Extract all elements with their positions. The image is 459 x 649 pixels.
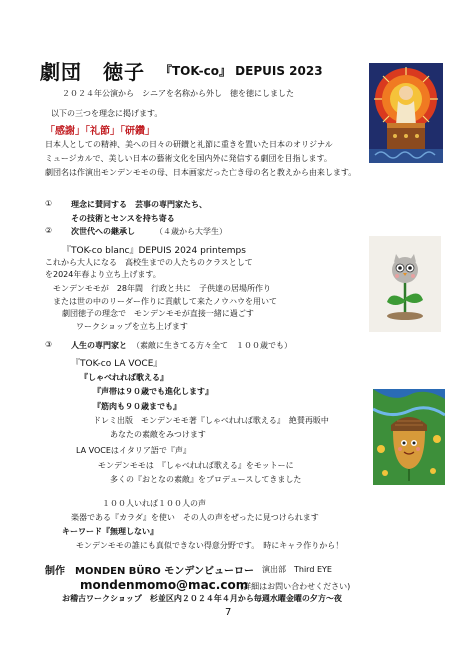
item3-line: 『しゃべれれば歌える』 xyxy=(80,373,168,382)
item2-title: 次世代への継承し xyxy=(71,227,135,236)
item2-line: これから大人になる 高校生までの人たちのクラスとして xyxy=(45,258,253,267)
item3-title: 人生の専門家と xyxy=(71,341,127,350)
item3-line: LA VOCEはイタリア語で『声』 xyxy=(76,446,191,455)
item2-line: または世の中のリーダー作りに貢献して来たノウハウを用いて xyxy=(53,297,277,306)
item3-line: 『筋肉も９０歳までも』 xyxy=(93,402,181,411)
item1-number: ① xyxy=(45,199,53,208)
item2-line: モンデンモモが 28年間 行政と共に 子供達の居場所作り xyxy=(53,284,272,293)
item2-line: ワークショップを立ち上げます xyxy=(76,322,188,331)
item2-line: を2024年春より立ち上げます。 xyxy=(45,270,161,279)
item3-line: 『声帯は９０歳でも進化します』 xyxy=(93,387,213,396)
item1-line-1: 理念に賛同する 芸事の専門家たち、 xyxy=(71,200,207,209)
item2-note: （４歳から大学生） xyxy=(155,227,227,236)
painting-sun-figure xyxy=(369,63,443,163)
contact-note: (詳細はお問い合わせください) xyxy=(240,582,351,591)
contact-email[interactable]: mondenmomo@mac.com xyxy=(80,578,249,592)
principles-line-3: 劇団名は作演出モンデンモモの母、日本画家だった亡き母の名と教えから由来します。 xyxy=(45,168,357,177)
painting-owl-flower xyxy=(369,236,441,332)
item3-line: ドレミ出版 モンデンモモ著『しゃべれれば歌える』 絶賛再販中 xyxy=(93,416,329,425)
closing-line-3: キーワード『無理しない』 xyxy=(62,527,158,536)
page-subtitle: 『TOK-co』 DEPUIS 2023 xyxy=(160,64,323,78)
closing-line-4: モンデンモモの誰にも真似できない得意分野です。 時にキャラ作りから！ xyxy=(76,541,344,550)
closing-line-2: 楽器である『カラダ』を使い その人の声をぜったに見つけられます xyxy=(71,513,319,522)
director-credit: 演出部 Third EYE xyxy=(262,565,332,574)
closing-line-1: １００人いれば１００人の声 xyxy=(102,499,206,508)
principles-heading: 「感謝」「礼節」「研鑽」 xyxy=(45,126,155,137)
item3-number: ③ xyxy=(45,340,53,349)
production-credit: 制作 MONDEN BÜRO モンデンビューロー xyxy=(45,566,255,577)
principles-line-1: 日本人としての精神、美への日々の研鑽と礼節に重きを置いた日本のオリジナル xyxy=(45,140,333,149)
item2-line: 劇団徳子の理念で モンデンモモが直接一緒に過ごす xyxy=(62,309,254,318)
item2-blanc-title: 『TOK-co blanc』DEPUIS 2024 printemps xyxy=(62,246,246,256)
item3-lavoce-title: 『TOK-co LA VOCE』 xyxy=(71,359,163,369)
item3-note: （素敵に生きてる方々全て １００歳でも） xyxy=(132,341,292,350)
item3-line: 多くの『おとなの素敵』をプロデュースしてきました xyxy=(110,475,302,484)
workshop-info: お稽古ワークショップ 杉並区内２０２４年４月から毎週水曜金曜の夕方〜夜 xyxy=(62,594,342,603)
item1-line-2: その技術とセンスを持ち寄る xyxy=(71,214,175,223)
painting-acorn-character xyxy=(373,389,445,485)
item2-number: ② xyxy=(45,226,53,235)
principles-line-2: ミュージカルで、美しい日本の藝術文化を国内外に発信する劇団を目指します。 xyxy=(45,154,332,163)
item3-line: モンデンモモは 『しゃべれれば歌える』をモットーに xyxy=(98,461,294,470)
item3-line: あなたの素敵をみつけます xyxy=(110,430,206,439)
intro-line-1: ２０２４年公演から シニアを名称から外し 徳を徳にしました xyxy=(62,89,294,98)
intro-line-2: 以下の三つを理念に掲げます。 xyxy=(51,109,163,118)
page-title: 劇団 徳子 xyxy=(40,60,145,84)
page-number: 7 xyxy=(225,607,232,618)
